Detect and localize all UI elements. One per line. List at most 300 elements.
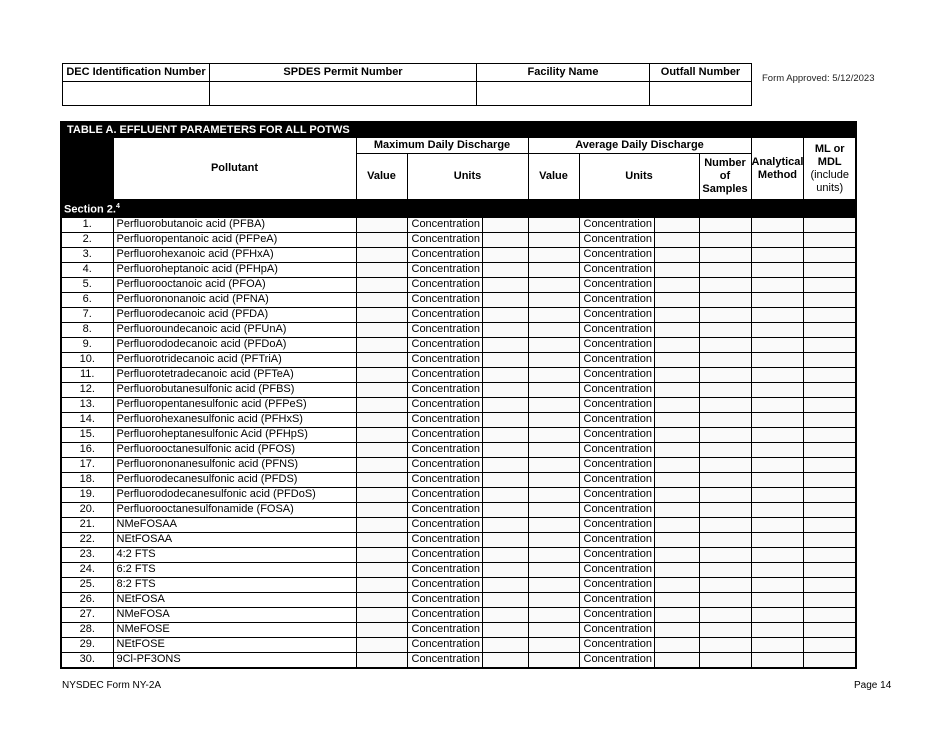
row-number: 27. (61, 607, 113, 622)
max-value-field[interactable] (356, 217, 407, 232)
max-units-cell[interactable] (407, 427, 528, 442)
table-row (61, 427, 856, 442)
samples-field[interactable] (699, 262, 751, 277)
samples-field[interactable] (699, 217, 751, 232)
samples-field[interactable] (699, 397, 751, 412)
ml-mdl-field[interactable] (804, 277, 856, 292)
avg-units-cell[interactable] (579, 592, 699, 607)
max-units-cell[interactable] (407, 232, 528, 247)
avg-units-cell[interactable] (579, 382, 699, 397)
avg-units-cell[interactable] (579, 577, 699, 592)
max-units-cell[interactable] (407, 472, 528, 487)
avg-units-cell[interactable] (579, 442, 699, 457)
method-field[interactable] (751, 412, 804, 427)
table-row (61, 412, 856, 427)
samples-field[interactable] (699, 322, 751, 337)
avg-value-field[interactable] (528, 217, 579, 232)
samples-field[interactable] (699, 472, 751, 487)
concentration-label: Concentration (410, 578, 483, 592)
avg-value-field[interactable] (528, 592, 579, 607)
method-field[interactable] (751, 352, 804, 367)
concentration-label: Concentration (582, 443, 655, 457)
avg-value-field[interactable] (528, 427, 579, 442)
row-number: 1. (61, 217, 113, 232)
ml-mdl-field[interactable] (804, 397, 856, 412)
max-units-cell[interactable] (407, 367, 528, 382)
avg-value-field[interactable] (528, 532, 579, 547)
max-units-cell[interactable] (407, 502, 528, 517)
max-units-cell[interactable] (407, 382, 528, 397)
facility-header-table (62, 63, 752, 106)
table-row (61, 217, 856, 232)
max-units-cell[interactable] (407, 637, 528, 652)
max-units-cell[interactable] (407, 277, 528, 292)
samples-field[interactable] (699, 427, 751, 442)
method-field[interactable] (751, 322, 804, 337)
row-number: 9. (61, 337, 113, 352)
max-units-cell[interactable] (407, 262, 528, 277)
max-value-field[interactable] (356, 382, 407, 397)
ml-mdl-field[interactable] (804, 547, 856, 562)
max-units-cell[interactable] (407, 397, 528, 412)
method-field[interactable] (751, 502, 804, 517)
avg-units-cell[interactable] (579, 217, 699, 232)
max-units-cell[interactable] (407, 562, 528, 577)
avg-value-field[interactable] (528, 262, 579, 277)
avg-units-cell[interactable] (579, 652, 699, 668)
max-units-cell[interactable] (407, 592, 528, 607)
ml-mdl-field[interactable] (804, 412, 856, 427)
avg-value-field[interactable] (528, 307, 579, 322)
facility-name-field[interactable] (477, 82, 650, 106)
max-value-field[interactable] (356, 502, 407, 517)
concentration-label: Concentration (582, 578, 655, 592)
samples-field[interactable] (699, 247, 751, 262)
method-field[interactable] (751, 247, 804, 262)
max-value-field[interactable] (356, 322, 407, 337)
avg-value-field[interactable] (528, 637, 579, 652)
concentration-label: Concentration (410, 503, 483, 517)
ml-mdl-field[interactable] (804, 562, 856, 577)
table-row (61, 547, 856, 562)
ml-mdl-field[interactable] (804, 307, 856, 322)
ml-mdl-field[interactable] (804, 382, 856, 397)
max-value-field[interactable] (356, 262, 407, 277)
max-units-cell[interactable] (407, 607, 528, 622)
avg-units-cell[interactable] (579, 547, 699, 562)
concentration-label: Concentration (582, 353, 655, 367)
concentration-label: Concentration (582, 263, 655, 277)
max-value-field[interactable] (356, 637, 407, 652)
max-units-cell[interactable] (407, 487, 528, 502)
pollutant-name: 8:2 FTS (113, 577, 356, 592)
max-units-cell[interactable] (407, 247, 528, 262)
method-field[interactable] (751, 217, 804, 232)
max-units-cell[interactable] (407, 577, 528, 592)
concentration-label: Concentration (410, 383, 483, 397)
ml-mdl-field[interactable] (804, 637, 856, 652)
method-field[interactable] (751, 472, 804, 487)
avg-units-cell[interactable] (579, 427, 699, 442)
max-value-field[interactable] (356, 397, 407, 412)
max-units-cell[interactable] (407, 292, 528, 307)
avg-units-cell[interactable] (579, 247, 699, 262)
ml-mdl-field[interactable] (804, 337, 856, 352)
concentration-label: Concentration (582, 518, 655, 532)
dec-id-label: DEC Identification Number (63, 64, 210, 82)
ml-mdl-field[interactable] (804, 517, 856, 532)
avg-value-field[interactable] (528, 247, 579, 262)
row-number: 28. (61, 622, 113, 637)
max-value-field[interactable] (356, 367, 407, 382)
max-value-field[interactable] (356, 472, 407, 487)
max-value-field[interactable] (356, 547, 407, 562)
max-units-cell[interactable] (407, 217, 528, 232)
avg-value-field[interactable] (528, 562, 579, 577)
avg-value-field[interactable] (528, 277, 579, 292)
pollutant-name: Perfluoropentanoic acid (PFPeA) (113, 232, 356, 247)
avg-value-field[interactable] (528, 472, 579, 487)
method-field[interactable] (751, 652, 804, 668)
row-number: 30. (61, 652, 113, 668)
pollutant-name: NMeFOSE (113, 622, 356, 637)
method-field[interactable] (751, 367, 804, 382)
avg-units-cell[interactable] (579, 472, 699, 487)
concentration-label: Concentration (582, 458, 655, 472)
max-value-field[interactable] (356, 562, 407, 577)
method-field[interactable] (751, 397, 804, 412)
max-value-field[interactable] (356, 457, 407, 472)
max-units-cell[interactable] (407, 442, 528, 457)
page-number: Page 14 (854, 680, 892, 691)
method-field[interactable] (751, 337, 804, 352)
ml-mdl-field[interactable] (804, 442, 856, 457)
avg-value-field[interactable] (528, 547, 579, 562)
dec-id-field[interactable] (63, 82, 210, 106)
avg-units-cell[interactable] (579, 352, 699, 367)
ml-mdl-field[interactable] (804, 472, 856, 487)
pollutant-name: Perfluoropentanesulfonic acid (PFPeS) (113, 397, 356, 412)
samples-field[interactable] (699, 637, 751, 652)
ml-mdl-field[interactable] (804, 352, 856, 367)
max-units-cell[interactable] (407, 322, 528, 337)
max-value-field[interactable] (356, 607, 407, 622)
avg-value-field[interactable] (528, 622, 579, 637)
method-field[interactable] (751, 607, 804, 622)
ml-mdl-field[interactable] (804, 217, 856, 232)
pollutant-name: 6:2 FTS (113, 562, 356, 577)
max-value-field[interactable] (356, 412, 407, 427)
row-number: 12. (61, 382, 113, 397)
table-row (61, 232, 856, 247)
samples-field[interactable] (699, 337, 751, 352)
ml-mdl-field[interactable] (804, 247, 856, 262)
avg-units-cell[interactable] (579, 322, 699, 337)
concentration-label: Concentration (410, 563, 483, 577)
concentration-label: Concentration (410, 218, 483, 232)
ml-mdl-field[interactable] (804, 322, 856, 337)
avg-value-field[interactable] (528, 352, 579, 367)
ml-mdl-field[interactable] (804, 607, 856, 622)
samples-field[interactable] (699, 547, 751, 562)
avg-units-cell[interactable] (579, 277, 699, 292)
method-field[interactable] (751, 382, 804, 397)
max-value-field[interactable] (356, 592, 407, 607)
concentration-label: Concentration (582, 428, 655, 442)
method-field[interactable] (751, 547, 804, 562)
concentration-label: Concentration (582, 563, 655, 577)
samples-field[interactable] (699, 292, 751, 307)
avg-units-cell[interactable] (579, 532, 699, 547)
method-field[interactable] (751, 532, 804, 547)
max-daily-header: Maximum Daily Discharge (356, 138, 528, 154)
ml-mdl-field[interactable] (804, 292, 856, 307)
avg-units-cell[interactable] (579, 562, 699, 577)
avg-value-field[interactable] (528, 397, 579, 412)
ml-mdl-field[interactable] (804, 427, 856, 442)
concentration-label: Concentration (582, 383, 655, 397)
spdes-permit-label: SPDES Permit Number (210, 64, 477, 82)
samples-field[interactable] (699, 277, 751, 292)
samples-field[interactable] (699, 592, 751, 607)
table-row (61, 562, 856, 577)
samples-field[interactable] (699, 562, 751, 577)
concentration-label: Concentration (410, 623, 483, 637)
avg-value-field[interactable] (528, 607, 579, 622)
ml-mdl-field[interactable] (804, 502, 856, 517)
pollutant-name: Perfluoroundecanoic acid (PFUnA) (113, 322, 356, 337)
avg-units-cell[interactable] (579, 337, 699, 352)
samples-field[interactable] (699, 457, 751, 472)
avg-value-field[interactable] (528, 367, 579, 382)
max-units-cell[interactable] (407, 457, 528, 472)
avg-value-field[interactable] (528, 457, 579, 472)
max-value-field[interactable] (356, 622, 407, 637)
ml-mdl-field[interactable] (804, 367, 856, 382)
method-field[interactable] (751, 457, 804, 472)
table-row (61, 577, 856, 592)
avg-units-cell[interactable] (579, 622, 699, 637)
max-units-cell[interactable] (407, 337, 528, 352)
method-field[interactable] (751, 292, 804, 307)
pollutant-name: Perfluorohexanoic acid (PFHxA) (113, 247, 356, 262)
concentration-label: Concentration (410, 368, 483, 382)
pollutant-name: NEtFOSA (113, 592, 356, 607)
max-value-field[interactable] (356, 247, 407, 262)
samples-field[interactable] (699, 367, 751, 382)
method-field[interactable] (751, 232, 804, 247)
table-row (61, 292, 856, 307)
avg-value-field[interactable] (528, 322, 579, 337)
max-value-field[interactable] (356, 517, 407, 532)
concentration-label: Concentration (410, 518, 483, 532)
max-value-header: Value (356, 154, 407, 200)
avg-units-cell[interactable] (579, 502, 699, 517)
max-units-cell[interactable] (407, 352, 528, 367)
max-value-field[interactable] (356, 577, 407, 592)
outfall-number-field[interactable] (650, 82, 752, 106)
avg-units-cell[interactable] (579, 397, 699, 412)
samples-field[interactable] (699, 532, 751, 547)
avg-value-field[interactable] (528, 502, 579, 517)
ml-mdl-field[interactable] (804, 262, 856, 277)
table-row (61, 622, 856, 637)
concentration-label: Concentration (582, 218, 655, 232)
avg-value-field[interactable] (528, 292, 579, 307)
pollutant-name: Perfluorodecanesulfonic acid (PFDS) (113, 472, 356, 487)
max-units-cell[interactable] (407, 652, 528, 668)
avg-units-cell[interactable] (579, 637, 699, 652)
row-number: 23. (61, 547, 113, 562)
method-field[interactable] (751, 517, 804, 532)
avg-value-field[interactable] (528, 577, 579, 592)
max-units-header: Units (407, 154, 528, 200)
pollutant-name: NEtFOSE (113, 637, 356, 652)
max-value-field[interactable] (356, 487, 407, 502)
row-number: 13. (61, 397, 113, 412)
method-field[interactable] (751, 592, 804, 607)
pollutant-name: Perfluorohexanesulfonic acid (PFHxS) (113, 412, 356, 427)
avg-units-header: Units (579, 154, 699, 200)
concentration-label: Concentration (582, 248, 655, 262)
samples-field[interactable] (699, 517, 751, 532)
samples-field[interactable] (699, 652, 751, 668)
samples-field[interactable] (699, 502, 751, 517)
avg-value-field[interactable] (528, 382, 579, 397)
avg-units-cell[interactable] (579, 262, 699, 277)
avg-units-cell[interactable] (579, 607, 699, 622)
row-number: 18. (61, 472, 113, 487)
avg-units-cell[interactable] (579, 457, 699, 472)
concentration-label: Concentration (582, 623, 655, 637)
samples-field[interactable] (699, 307, 751, 322)
concentration-label: Concentration (582, 308, 655, 322)
concentration-label: Concentration (410, 638, 483, 652)
concentration-label: Concentration (582, 653, 655, 667)
method-field[interactable] (751, 442, 804, 457)
table-row (61, 382, 856, 397)
row-number: 21. (61, 517, 113, 532)
ml-mdl-field[interactable] (804, 532, 856, 547)
samples-field[interactable] (699, 382, 751, 397)
pollutant-name: Perfluorooctanoic acid (PFOA) (113, 277, 356, 292)
max-units-cell[interactable] (407, 622, 528, 637)
row-number: 8. (61, 322, 113, 337)
concentration-label: Concentration (410, 248, 483, 262)
samples-field[interactable] (699, 352, 751, 367)
pollutant-name: Perfluorobutanoic acid (PFBA) (113, 217, 356, 232)
row-number: 14. (61, 412, 113, 427)
avg-value-field[interactable] (528, 412, 579, 427)
max-value-field[interactable] (356, 427, 407, 442)
max-value-field[interactable] (356, 292, 407, 307)
samples-field[interactable] (699, 442, 751, 457)
method-field[interactable] (751, 487, 804, 502)
concentration-label: Concentration (410, 308, 483, 322)
pollutant-name: Perfluorooctanesulfonamide (FOSA) (113, 502, 356, 517)
samples-header: Number of Samples (699, 154, 751, 200)
ml-mdl-field[interactable] (804, 622, 856, 637)
ml-mdl-field[interactable] (804, 457, 856, 472)
row-number: 6. (61, 292, 113, 307)
method-field[interactable] (751, 622, 804, 637)
max-value-field[interactable] (356, 307, 407, 322)
max-value-field[interactable] (356, 337, 407, 352)
samples-field[interactable] (699, 487, 751, 502)
method-field[interactable] (751, 262, 804, 277)
ml-mdl-field[interactable] (804, 487, 856, 502)
spdes-permit-field[interactable] (210, 82, 477, 106)
avg-units-cell[interactable] (579, 517, 699, 532)
method-field[interactable] (751, 562, 804, 577)
table-row (61, 502, 856, 517)
method-field[interactable] (751, 307, 804, 322)
method-field[interactable] (751, 427, 804, 442)
max-value-field[interactable] (356, 532, 407, 547)
max-value-field[interactable] (356, 277, 407, 292)
avg-value-field[interactable] (528, 337, 579, 352)
ml-mdl-field[interactable] (804, 577, 856, 592)
concentration-label: Concentration (410, 413, 483, 427)
pollutant-name: NEtFOSAA (113, 532, 356, 547)
max-value-field[interactable] (356, 352, 407, 367)
pollutant-name: NMeFOSAA (113, 517, 356, 532)
max-units-cell[interactable] (407, 517, 528, 532)
avg-units-cell[interactable] (579, 292, 699, 307)
max-value-field[interactable] (356, 442, 407, 457)
method-field[interactable] (751, 637, 804, 652)
avg-value-field[interactable] (528, 517, 579, 532)
ml-mdl-field[interactable] (804, 232, 856, 247)
avg-value-field[interactable] (528, 652, 579, 668)
avg-units-cell[interactable] (579, 412, 699, 427)
avg-value-field[interactable] (528, 442, 579, 457)
concentration-label: Concentration (582, 293, 655, 307)
samples-field[interactable] (699, 607, 751, 622)
facility-name-label: Facility Name (477, 64, 650, 82)
samples-field[interactable] (699, 232, 751, 247)
avg-value-field[interactable] (528, 232, 579, 247)
avg-units-cell[interactable] (579, 307, 699, 322)
avg-daily-header: Average Daily Discharge (528, 138, 751, 154)
avg-units-cell[interactable] (579, 367, 699, 382)
avg-units-cell[interactable] (579, 232, 699, 247)
concentration-label: Concentration (582, 488, 655, 502)
table-row (61, 247, 856, 262)
row-number: 19. (61, 487, 113, 502)
method-field[interactable] (751, 277, 804, 292)
samples-field[interactable] (699, 412, 751, 427)
max-units-cell[interactable] (407, 307, 528, 322)
ml-mdl-field[interactable] (804, 652, 856, 668)
max-units-cell[interactable] (407, 532, 528, 547)
max-value-field[interactable] (356, 232, 407, 247)
avg-units-cell[interactable] (579, 487, 699, 502)
ml-mdl-field[interactable] (804, 592, 856, 607)
pollutant-name: Perfluoroheptanoic acid (PFHpA) (113, 262, 356, 277)
method-field[interactable] (751, 577, 804, 592)
pollutant-name: Perfluorononanoic acid (PFNA) (113, 292, 356, 307)
samples-field[interactable] (699, 622, 751, 637)
max-value-field[interactable] (356, 652, 407, 668)
avg-value-field[interactable] (528, 487, 579, 502)
pollutant-name: Perfluorotetradecanoic acid (PFTeA) (113, 367, 356, 382)
samples-field[interactable] (699, 577, 751, 592)
max-units-cell[interactable] (407, 412, 528, 427)
max-units-cell[interactable] (407, 547, 528, 562)
table-row (61, 277, 856, 292)
pollutant-name: Perfluorotridecanoic acid (PFTriA) (113, 352, 356, 367)
